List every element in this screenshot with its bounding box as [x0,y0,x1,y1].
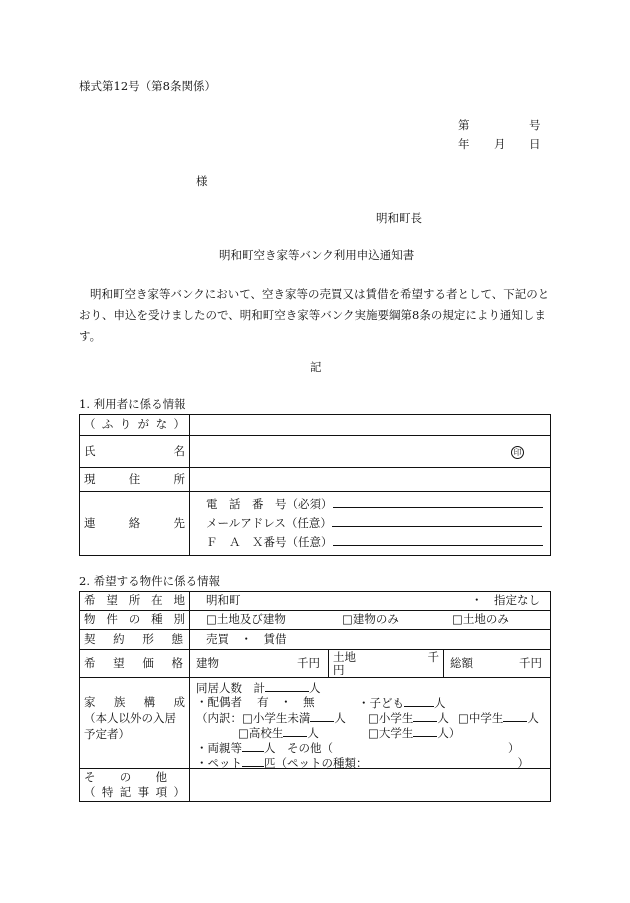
elementary-input[interactable] [413,710,437,722]
type-land-and-building-checkbox[interactable]: □土地及び建物 [206,612,286,627]
family-total-label: 同居人数 計 [196,681,265,695]
pets-count-input[interactable] [242,755,264,767]
price-total-label: 総額 [450,655,473,670]
family-note: （本人以外の入居予定者） [84,711,176,741]
middle-school-input[interactable] [503,710,527,722]
contract-label: 契 約 形 態 [80,630,190,650]
seal-mark: 印 [511,446,524,459]
family-field: 同居人数 計 人 ・配偶者 有 ・ 無 ・子ども 人 （内訳：□小学生未満 人 □小学生 人 □中学生 人 □高校生 人 □大学生 人） ・両親等 人 その他（ ） ・ペット 匹（ペットの種類： ） [190,678,551,769]
type-label: 物 件 の 種 別 [80,611,190,630]
address-field[interactable] [190,468,551,492]
furigana-field[interactable] [190,415,551,436]
spouse-option[interactable]: ・配偶者 有 ・ 無 [196,695,315,709]
children-input[interactable] [404,695,434,707]
section2-title: 2. 希望する物件に係る情報 [79,574,221,588]
under-elementary-input[interactable] [310,710,334,722]
price-field [190,650,551,678]
addressee-suffix: 様 [196,174,208,188]
other-field[interactable] [190,769,551,802]
number-gou: 号 [529,118,541,132]
sender: 明和町長 [376,211,422,225]
price-land-unit-en: 円 [333,663,345,677]
middle-school-checkbox[interactable]: □中学生 [458,711,504,725]
university-checkbox[interactable]: □大学生 [368,726,414,740]
location-field[interactable] [190,592,551,611]
body-paragraph: 明和町空き家等バンクにおいて、空き家等の売買又は賃借を希望する者として、下記のとおり、申込を受けましたので、明和町空き家等バンク実施要綱第8条の規定により通知します。 [79,287,550,343]
user-info-table [79,414,551,556]
address-label: 現 住 所 [80,468,190,492]
price-building-label: 建物 [196,655,219,670]
family-total-input[interactable] [265,680,309,692]
under-elementary-checkbox[interactable]: □小学生未満 [242,711,311,725]
form-number: 様式第12号（第8条関係） [79,79,216,93]
date-month: 月 [494,137,506,151]
date-day: 日 [529,137,541,151]
section1-title: 1. 利用者に係る情報 [79,397,186,411]
fax-line[interactable] [333,534,543,546]
email-label: メールアドレス（任意） [206,516,332,530]
price-land-cell[interactable] [329,650,444,677]
location-no-preference[interactable]: ・ 指定なし [471,593,540,608]
other-label: そ の 他 （ 特 記 事 項 ） [80,769,190,802]
location-value: 明和町 [206,593,241,608]
type-field [190,611,551,630]
contract-value: 売買 ・ 賃借 [206,631,287,646]
price-building-unit: 千円 [297,655,320,670]
contact-field[interactable] [190,492,551,556]
phone-line[interactable] [333,496,543,508]
high-school-input[interactable] [283,725,307,737]
ki-heading: 記 [310,360,322,374]
elementary-checkbox[interactable]: □小学生 [368,711,414,725]
type-building-only-checkbox[interactable]: □建物のみ [342,612,399,627]
number-dai: 第 [458,118,470,132]
university-input[interactable] [413,725,437,737]
name-field[interactable] [190,436,551,468]
price-total-unit: 千円 [519,655,542,670]
contract-field[interactable] [190,630,551,650]
fax-label: Ｆ Ａ Ｘ番号（任意） [206,535,333,549]
property-info-table [79,591,551,802]
price-label: 希 望 価 格 [80,650,190,678]
name-label: 氏 名 [80,436,190,468]
phone-label: 電 話 番 号（必須） [206,497,333,511]
document-title: 明和町空き家等バンク利用申込通知書 [219,248,415,262]
high-school-checkbox[interactable]: □高校生 [238,726,284,740]
price-land-label: 土地 [333,650,356,664]
contact-label: 連 絡 先 [80,492,190,556]
type-land-only-checkbox[interactable]: □土地のみ [452,612,509,627]
location-label: 希 望 所 在 地 [80,592,190,611]
price-building-cell[interactable] [190,650,329,677]
furigana-label: （ ふ り が な ） [80,415,190,436]
price-land-unit-sen: 千 [427,650,439,664]
date-year: 年 [458,137,470,151]
family-label: 家 族 構 成 （本人以外の入居予定者） [80,678,190,769]
parents-input[interactable] [242,740,264,752]
email-line[interactable] [332,515,542,527]
price-total-cell[interactable] [444,650,550,677]
